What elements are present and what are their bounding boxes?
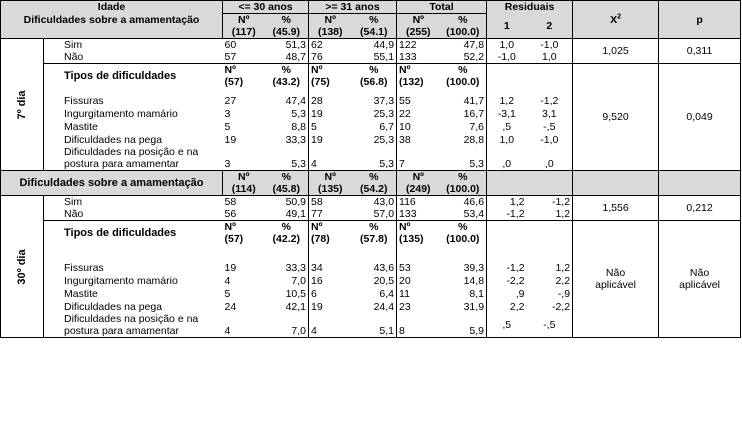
tipos-label: Tipos de dificuldades [64,227,177,239]
cell: 14,8 [440,274,487,287]
na-line-1: Não [605,267,626,279]
row-label: Sim [64,39,83,51]
cell: 43,0 [352,196,397,209]
residuais-label: Residuais [487,1,573,14]
pct-header: % [440,221,487,234]
cell: 51,3 [265,39,309,52]
cell: 6 [311,287,317,300]
n-value: (57) [224,76,244,88]
n-header: Nº [224,64,236,76]
cell: 3 [223,158,265,171]
cell: 1,0 [527,51,573,64]
cell: 16,7 [440,107,487,120]
pct-value: (100.0) [440,183,487,196]
cell: -1,0 [487,51,527,64]
row-label: Não [44,208,223,221]
cell: 48,7 [265,51,309,64]
cell: 116 [399,196,416,208]
cell: 4 [309,325,352,338]
n-value: (78) [311,233,330,245]
empty-cell [309,245,352,261]
row-label: Sim [64,196,83,208]
cell: -2,2 [527,300,573,313]
chi-square-header: $X^2$ [573,1,659,39]
pct-header: % [352,14,397,27]
cell: ,5 [487,313,527,338]
day30-label-cell [1,196,44,338]
day30-tipos-header-1 [1,221,741,234]
pct-header: % [265,64,309,77]
pct-value: (42.2) [265,233,309,245]
row-label: Dificuldades na posição e na [64,313,199,325]
cell: 1,2 [499,94,515,107]
pct-value: (56.8) [352,76,397,88]
cell: 33,3 [265,261,309,274]
row-label: Ingurgitamento mamário [64,107,178,120]
cell: 62 [311,39,323,51]
row-label: postura para amamentar [44,158,223,171]
cell: 5,3 [265,107,309,120]
cell: 5,3 [265,158,309,171]
cell: 25,3 [352,133,397,146]
cell: 57,0 [352,208,397,221]
cell: 41,7 [440,94,487,107]
pct-header: % [352,221,397,234]
n-header: Nº [311,64,323,76]
p-value: 0,212 [659,196,741,221]
pct-value: (43.2) [265,76,309,88]
cell: 2,2 [527,274,573,287]
cell: 7 [397,158,440,171]
cell: 7,0 [265,274,309,287]
empty-cell [352,313,397,325]
na-line-2: aplicável [595,279,636,291]
row-label: Dificuldades na posição e na [64,146,199,158]
n-value: (135) [309,183,352,196]
cell: 4 [224,274,231,287]
row-label-header: Dificuldades sobre a amamentação [1,14,223,39]
pct-value: (45.9) [265,26,309,39]
pct-value: (100.0) [440,233,487,245]
pct-value: (57.8) [352,233,397,245]
day30-row-sim [1,196,741,209]
empty-cell [487,245,527,261]
cell: 28,8 [440,133,487,146]
pct-header: % [265,14,309,27]
p-value: 0,049 [659,64,741,171]
pct-value: (100.0) [440,76,487,88]
n-value: (75) [311,76,330,88]
empty-cell [44,245,223,261]
row-label: Mastite [64,287,98,300]
pct-header: % [352,64,397,77]
cell: 55,1 [352,51,397,64]
header-row-1 [1,1,741,14]
cell: 39,3 [440,261,487,274]
cell: -1,2 [527,94,573,107]
cell: 23 [399,300,411,313]
cell: 11 [399,287,410,300]
pct-value: (45.8) [265,183,309,196]
cell: 19 [311,300,323,313]
pct-header: % [265,221,309,234]
empty-cell [223,245,265,261]
group-ge31-label: >= 31 anos [309,1,397,14]
cell: 24 [224,300,237,313]
cell: 6,7 [352,120,397,133]
row-label: Fissuras [64,94,104,107]
chi-square-value: 1,556 [573,196,659,221]
day7-row-sim [1,39,741,52]
cell: 37,3 [352,94,397,107]
empty-cell [352,146,397,158]
cell: 38 [399,133,411,146]
cell: 43,6 [352,261,397,274]
cell: 133 [397,208,440,221]
cell: 1,2 [527,208,573,221]
cell: 5,9 [440,325,487,338]
cell: 52,2 [440,51,487,64]
cell: ,0 [527,158,573,171]
na-line-2: aplicável [679,279,720,291]
cell: 4 [223,325,265,338]
row-label: Mastite [64,120,98,133]
cell: 53,4 [440,208,487,221]
cell: 8,8 [265,120,309,133]
n-value: (132) [399,76,424,88]
empty-cell [487,221,527,234]
cell: 76 [309,51,352,64]
row-label: Dificuldades na pega [64,300,163,313]
cell: ,9 [515,287,525,300]
idade-label: Idade [1,1,223,14]
empty-cell [440,313,487,325]
cell: 2,2 [509,300,525,313]
cell: 47,8 [440,39,487,52]
group-total-label: Total [397,1,487,14]
cell: 20 [399,274,411,287]
cell: 28 [311,94,323,107]
empty-cell [487,233,527,245]
pct-value: (54.2) [352,183,397,196]
cell: 60 [224,39,237,51]
cell: 19 [311,107,323,120]
cell: 5,1 [352,325,397,338]
cell: 27 [224,94,237,107]
cell: 8 [397,325,440,338]
cell: 19 [311,133,323,146]
empty-cell [223,146,265,158]
cell: 44,9 [352,39,397,52]
cell: ,5 [502,120,512,133]
cell: -1,2 [527,196,573,209]
n-header: Nº [399,64,411,76]
cell: 46,6 [440,196,487,209]
empty-cell [397,146,440,158]
cell: -3,1 [497,107,516,120]
row-label: Dificuldades na pega [64,133,163,146]
cell: 5 [224,120,231,133]
cell: -,5 [527,313,573,338]
n-value: (57) [224,233,244,245]
empty-cell [397,313,440,325]
n-header: Nº [311,221,323,233]
residual-col-2: 2 [527,14,573,39]
empty-cell [309,313,352,325]
empty-cell [352,245,397,261]
n-header: Nº [399,221,411,233]
section2-header-1 [1,171,741,184]
n-value: (114) [223,183,265,196]
empty-cell [397,245,440,261]
n-header: Nº [397,171,440,184]
pct-header: % [440,171,487,184]
cell: 49,1 [265,208,309,221]
n-header: Nº [309,14,352,27]
empty-cell [265,245,309,261]
cell: 5 [224,287,231,300]
cell: 3,1 [527,107,573,120]
cell: 4 [309,158,352,171]
cell: 1,0 [499,133,515,146]
p-header: p [659,1,741,39]
empty-cell [527,245,573,261]
cell: 42,1 [265,300,309,313]
cell: 33,3 [265,133,309,146]
pct-header: % [265,171,309,184]
cell: 19 [224,133,237,146]
cell: 3 [224,107,231,120]
cell: 77 [309,208,352,221]
residual-col-1: 1 [487,14,527,39]
cell: 24,4 [352,300,397,313]
cell: 47,4 [265,94,309,107]
cell: 53 [399,261,411,274]
empty-cell [223,313,265,325]
day7-label-cell [1,39,44,171]
cell: 1,2 [527,261,573,274]
cell: 122 [399,39,417,51]
tipos-label: Tipos de dificuldades [64,70,177,82]
cell: ,0 [487,158,527,171]
empty-cell [265,146,309,158]
empty-cell [487,64,527,77]
chi-square-value: 9,520 [573,64,659,171]
cell: -2,2 [506,274,525,287]
cell: 55 [399,94,411,107]
cell: 5 [311,120,317,133]
n-header: Nº [224,221,236,233]
cell: 50,9 [265,196,309,209]
n-value: (255) [397,26,440,39]
cell: 58 [224,196,237,208]
empty-cell [440,146,487,158]
cell: 56 [223,208,265,221]
n-header: Nº [309,171,352,184]
cell: 6,4 [352,287,397,300]
empty-cell [527,76,573,88]
cell: -,5 [527,120,573,133]
group-le30-label: <= 30 anos [223,1,309,14]
empty-cell [527,233,573,245]
n-header: Nº [223,171,265,184]
n-value: (249) [397,183,440,196]
cell: 10,5 [265,287,309,300]
cell: -1,0 [527,133,573,146]
empty-cell [487,76,527,88]
empty-cell [659,171,741,196]
empty-cell [527,64,573,77]
section2-title: Dificuldades sobre a amamentação [1,171,223,196]
n-value: (117) [223,26,265,39]
cell: -1,2 [487,208,527,221]
cell: -1,2 [506,261,525,274]
empty-cell [527,221,573,234]
p-value: 0,311 [659,39,741,64]
empty-cell [527,146,573,158]
cell: 19 [224,261,237,274]
empty-cell [265,313,309,325]
empty-cell [487,146,527,158]
cell: 25,3 [352,107,397,120]
cell: 1,0 [499,39,515,51]
cell: -,9 [527,287,573,300]
chi-square-value: 1,025 [573,39,659,64]
row-label: Ingurgitamento mamário [64,274,178,287]
cell: 34 [311,261,323,274]
cell: 7,0 [265,325,309,338]
empty-cell [440,245,487,261]
empty-cell [573,171,659,196]
row-label: Não [44,51,223,64]
cell: 57 [223,51,265,64]
cell: 1,2 [509,196,525,208]
pct-value: (100.0) [440,26,487,39]
cell: 16 [311,274,323,287]
cell: 22 [399,107,411,120]
na-line-1: Não [689,267,710,279]
n-header: Nº [397,14,440,27]
pct-header: % [352,171,397,184]
pct-value: (54.1) [352,26,397,39]
cell: 58 [311,196,323,208]
cell: -1,0 [527,39,573,52]
cell: 7,6 [440,120,487,133]
empty-cell [309,146,352,158]
row-label: Fissuras [64,261,104,274]
chi-square-not-applicable [573,221,659,338]
cell: 10 [399,120,411,133]
cell: 133 [397,51,440,64]
n-value: (138) [309,26,352,39]
cell: 5,3 [352,158,397,171]
n-header: Nº [223,14,265,27]
cell: 5,3 [440,158,487,171]
day30-label: 30º dia [16,248,28,285]
row-label: postura para amamentar [44,325,223,338]
empty-cell [487,171,573,196]
cell: 31,9 [440,300,487,313]
day7-label: 7º dia [16,89,28,120]
day7-tipos-header-1 [1,64,741,77]
p-not-applicable [659,221,741,338]
cell: 20,5 [352,274,397,287]
n-value: (135) [399,233,424,245]
pct-header: % [440,64,487,77]
cell: 8,1 [440,287,487,300]
pct-header: % [440,14,487,27]
